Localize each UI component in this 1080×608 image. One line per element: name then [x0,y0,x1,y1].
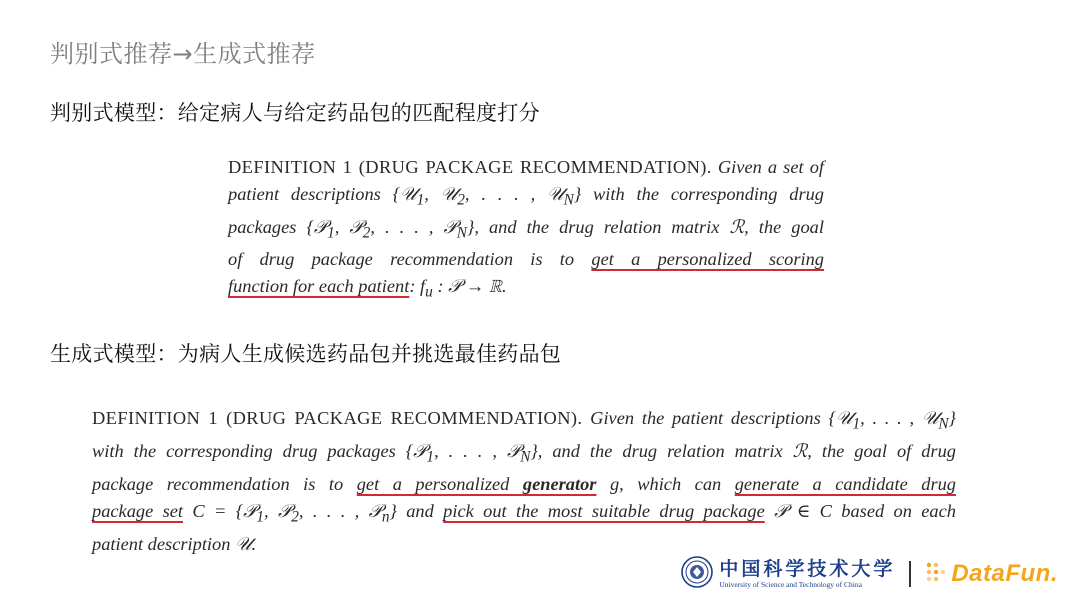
datafun-wordmark: DataFun. [951,560,1058,587]
university-name-en: University of Science and Technology of China [719,580,862,589]
definition-discriminative [228,154,824,306]
university-name-cn: 中国科学技术大学 [719,558,896,580]
ustc-logo [681,556,895,592]
definition-generative [92,405,956,558]
highlight-underline: generator [522,474,597,495]
definition-line: packages {𝒫$_1$, 𝒫$_2$, . . . , 𝒫$_N$}, and the drug relation matrix ℛ, the goal [228,216,824,242]
highlight-underline: get a personalized [356,474,523,495]
ustc-emblem-icon [681,556,713,592]
definition-line: package recommendation is to get a personalized generator g, which can generate a candidate drug [92,474,956,495]
definition-line: with the corresponding drug packages {𝒫$_1$, . . . , 𝒫$_N$}, and the drug relation matrix ℛ, the goal of drug [92,441,956,466]
highlight-underline: generate a candidate drug [734,474,956,495]
definition-line: of drug package recommendation is to get a personalized scoring [228,249,825,270]
definition-line: DEFINITION 1 (DRUG PACKAGE RECOMMENDATION). Given the patient descriptions {𝒰$_1$, . . . , 𝒰$_N$} [92,408,956,433]
definition-line: function for each patient: $f_u$ : 𝒫 → ℝ. [228,276,507,302]
datafun-logo [925,560,1058,588]
definition-line: package set C = {𝒫$_1$, 𝒫$_2$, . . . , 𝒫$_n$} and pick out the most suitable drug package 𝒫 ∈ C based on each [92,500,956,526]
section-heading-discriminative: 判别式模型：给定病人与给定药品包的匹配程度打分 [50,101,540,125]
datafun-dots-icon [925,561,947,587]
definition-line: DEFINITION 1 (DRUG PACKAGE RECOMMENDATION). Given a set of [228,157,825,177]
highlight-underline: pick out the most suitable drug package [443,500,765,521]
footer-logos [681,552,1058,596]
highlight-underline: get a personalized scoring [591,249,825,270]
slide-title: 判别式推荐→生成式推荐 [50,40,316,68]
highlight-underline: package set [92,500,184,521]
definition-line: patient descriptions {𝒰$_1$, 𝒰$_2$, . . . , 𝒰$_N$} with the corresponding drug [228,184,824,209]
logo-divider [909,561,911,587]
definition-line: patient description 𝒰. [92,534,257,555]
highlight-underline: function for each patient [228,276,410,297]
section-heading-generative: 生成式模型：为病人生成候选药品包并挑选最佳药品包 [50,342,562,366]
